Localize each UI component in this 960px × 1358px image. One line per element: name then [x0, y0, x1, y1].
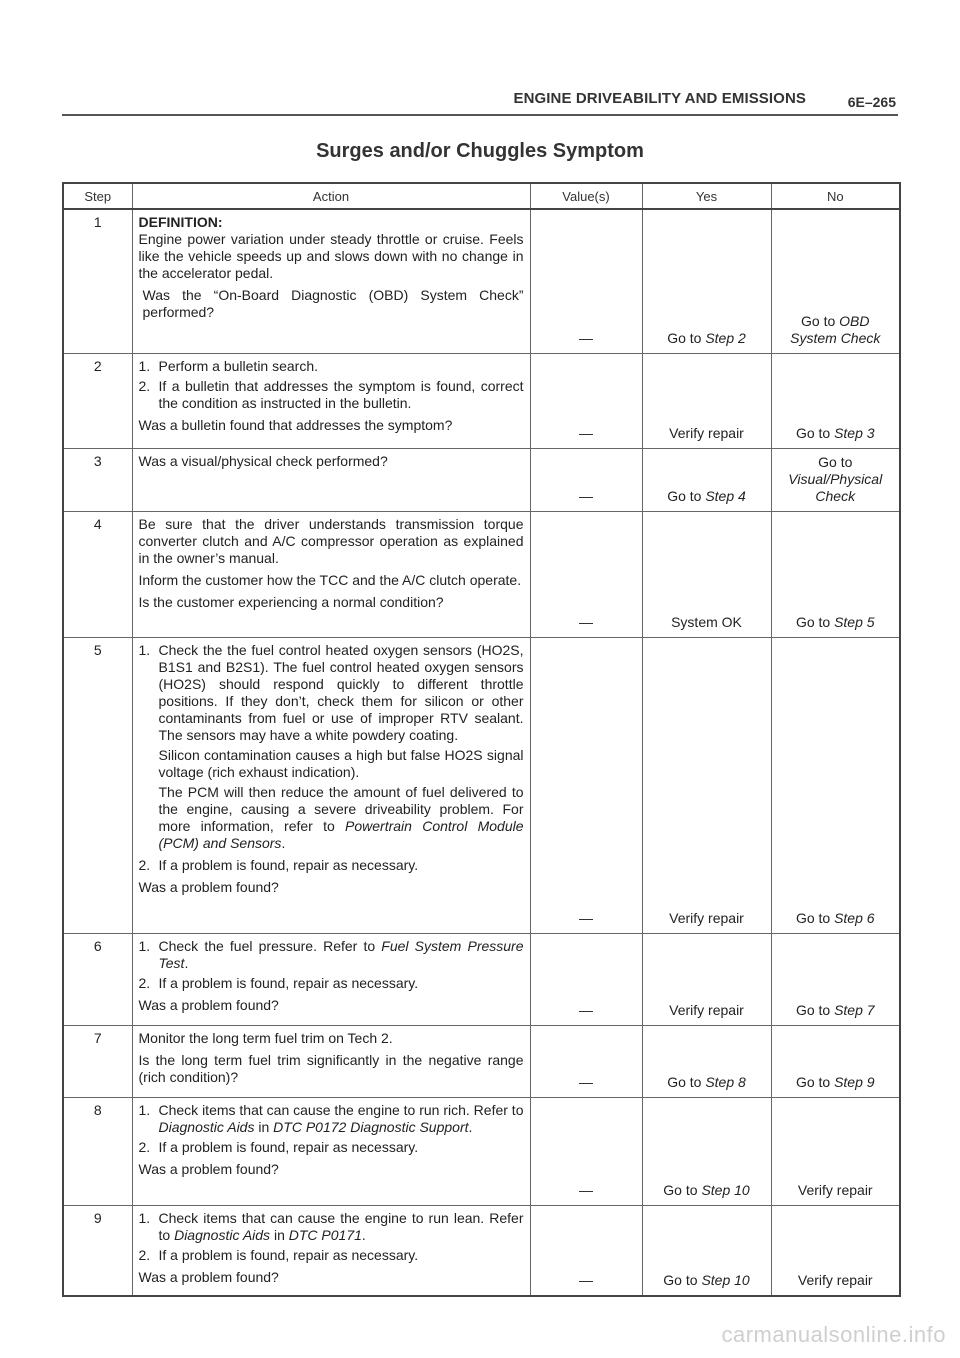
table-row	[63, 511, 900, 637]
page-header	[62, 86, 898, 116]
reference-link: DTC P0171	[288, 1226, 362, 1243]
step-link: Step 3	[834, 424, 875, 441]
step-link: Step 4	[705, 487, 746, 504]
question: Was a problem found?	[138, 878, 279, 895]
table-row	[63, 933, 900, 1025]
reference-link: Diagnostic Aids	[174, 1226, 271, 1243]
col-step: Step	[63, 183, 132, 209]
table-row	[63, 448, 900, 511]
definition-label: DEFINITION:	[138, 214, 223, 230]
yes-cell: Verify repair	[642, 637, 771, 933]
question: Was a bulletin found that addresses the symptom?	[138, 416, 453, 433]
table-row	[63, 1025, 900, 1097]
question: Is the long term fuel trim significantly in the negative range (rich condition)?	[138, 1051, 524, 1085]
col-no: No	[771, 183, 900, 209]
value-cell: —	[530, 353, 642, 448]
action-item: If a problem is found, repair as necessary.	[158, 1138, 419, 1155]
no-cell: Go to Step 5	[771, 511, 900, 637]
step-link: Step 10	[701, 1181, 750, 1198]
no-cell: Go to Step 6	[771, 637, 900, 933]
question: Was a problem found?	[138, 996, 279, 1013]
step-number: 1	[63, 209, 132, 353]
value-cell: —	[530, 933, 642, 1025]
reference-link: Diagnostic Aids	[158, 1118, 255, 1135]
page-title: Surges and/or Chuggles Symptom	[316, 140, 644, 162]
yes-cell: Go to Step 8	[642, 1025, 771, 1097]
action-item: Check items that can cause the engine to run rich. Refer to Diagnostic Aids in DTC P0172 Diagnostic Support.	[158, 1101, 524, 1135]
step-number: 7	[63, 1025, 132, 1097]
yes-cell: Go to Step 4	[642, 448, 771, 511]
watermark: carmanualsonline.info	[721, 1322, 946, 1347]
col-yes: Yes	[642, 183, 771, 209]
action-text: Inform the customer how the TCC and the A/C clutch operate.	[138, 571, 522, 588]
step-link: Step 6	[834, 909, 875, 926]
value-cell: —	[530, 1025, 642, 1097]
table-row	[63, 1205, 900, 1296]
value-cell: —	[530, 448, 642, 511]
action-cell: 1. Check items that can cause the engine to run rich. Refer to Diagnostic Aids in DTC P0172 Diagnostic Support. 2. If a problem is found, repair as necessary. Was a problem found?	[132, 1097, 530, 1205]
step-number: 3	[63, 448, 132, 511]
yes-cell: Verify repair	[642, 933, 771, 1025]
value-cell: —	[530, 1097, 642, 1205]
table-row	[63, 637, 900, 933]
value-cell: —	[530, 209, 642, 353]
question: Is the customer experiencing a normal condition?	[138, 593, 444, 610]
action-subnote: The PCM will then reduce the amount of fuel delivered to the engine, causing a severe driveability problem. For more information, refer to Powertrain Control Module (PCM) and Sensors.	[158, 783, 524, 851]
action-cell: 1. Perform a bulletin search. 2. If a bulletin that addresses the symptom is found, correct the condition as instructed in the bulletin. Was a bulletin found that addresses the symptom?	[132, 353, 530, 448]
action-item: Check the the fuel control heated oxygen sensors (HO2S, B1S1 and B2S1). The fuel control heated oxygen sensors (HO2S) should respond quickly to different throttle positions. If they don’t, check them for silicon or other contaminants from fuel or use of improper RTV sealant. The sensors may have a white powdery coating.	[158, 641, 524, 743]
no-cell: Verify repair	[771, 1097, 900, 1205]
reference-link: OBD System Check	[790, 312, 881, 346]
table-row	[63, 209, 900, 353]
no-cell: Go to Step 9	[771, 1025, 900, 1097]
action-item: If a bulletin that addresses the symptom is found, correct the condition as instructed in the bulletin.	[158, 377, 524, 411]
yes-cell: Go to Step 10	[642, 1097, 771, 1205]
no-cell: Go to Step 7	[771, 933, 900, 1025]
value-cell: —	[530, 637, 642, 933]
definition-text: Engine power variation under steady throttle or cruise. Feels like the vehicle speeds up and slows down with no change in the accelerator pedal.	[138, 231, 524, 281]
action-item: Perform a bulletin search.	[158, 357, 319, 374]
col-values: Value(s)	[530, 183, 642, 209]
action-cell	[132, 209, 530, 353]
step-number: 2	[63, 353, 132, 448]
reference-link: Visual/Physical Check	[788, 470, 883, 504]
yes-cell: Go to Step 10	[642, 1205, 771, 1296]
diagnostic-table	[62, 182, 901, 1297]
action-cell: 1. Check the fuel pressure. Refer to Fuel System Pressure Test. 2. If a problem is found, repair as necessary. Was a problem found?	[132, 933, 530, 1025]
action-text: Be sure that the driver understands transmission torque converter clutch and A/C compressor operation as explained in the owner’s manual.	[138, 515, 524, 566]
step-number: 9	[63, 1205, 132, 1296]
step-link: Step 7	[834, 1001, 875, 1018]
action-item: Check the fuel pressure. Refer to Fuel System Pressure Test.	[158, 937, 524, 971]
col-action: Action	[132, 183, 530, 209]
action-item: If a problem is found, repair as necessary.	[158, 974, 419, 991]
reference-link: Fuel System Pressure Test	[158, 937, 524, 971]
action-cell: 1. Check the the fuel control heated oxygen sensors (HO2S, B1S1 and B2S1). The fuel control heated oxygen sensors (HO2S) should respond quickly to different throttle positions. If they don’t, check them for silicon or other contaminants from fuel or use of improper RTV sealant. The sensors may have a white powdery coating. Silicon contamination causes a high but false HO2S signal voltage (rich exhaust indication). The PCM will then reduce the amount of fuel delivered to the engine, causing a severe driveability problem. For more information, refer to Powertrain Control Module (PCM) and Sensors. 2. If a problem is found, repair as necessary. Was a problem found?	[132, 637, 530, 933]
question: Was a problem found?	[138, 1268, 279, 1285]
step-number: 8	[63, 1097, 132, 1205]
yes-cell: Verify repair	[642, 353, 771, 448]
step-link: Step 8	[705, 1073, 746, 1090]
step-link: Step 10	[701, 1272, 750, 1288]
step-link: Step 5	[834, 613, 875, 630]
action-cell	[132, 448, 530, 511]
no-cell: Go to Visual/Physical Check	[771, 448, 900, 511]
section-title: ENGINE DRIVEABILITY AND EMISSIONS	[513, 90, 806, 107]
step-number: 4	[63, 511, 132, 637]
question: Was a problem found?	[138, 1160, 279, 1177]
page-number: 6E–265	[847, 94, 896, 110]
action-item: If a problem is found, repair as necessary.	[158, 1246, 419, 1263]
action-subnote: Silicon contamination causes a high but false HO2S signal voltage (rich exhaust indication).	[158, 746, 524, 780]
action-item: Check items that can cause the engine to run lean. Refer to Diagnostic Aids in DTC P0171.	[158, 1209, 524, 1243]
question: Was the “On-Board Diagnostic (OBD) System Check” performed?	[142, 287, 524, 320]
action-text: Monitor the long term fuel trim on Tech 2.	[138, 1029, 393, 1046]
yes-cell: System OK	[642, 511, 771, 637]
no-cell: Go to Step 3	[771, 353, 900, 448]
value-cell: —	[530, 511, 642, 637]
no-cell: Verify repair	[771, 1205, 900, 1296]
table-row	[63, 353, 900, 448]
action-cell	[132, 511, 530, 637]
action-cell: 1. Check items that can cause the engine to run lean. Refer to Diagnostic Aids in DTC P0171. 2. If a problem is found, repair as necessary. Was a problem found?	[132, 1205, 530, 1296]
reference-link: DTC P0172 Diagnostic Support	[273, 1118, 469, 1135]
no-cell: Go to OBD System Check	[771, 209, 900, 353]
action-item: If a problem is found, repair as necessary.	[158, 856, 419, 873]
action-cell	[132, 1025, 530, 1097]
table-row	[63, 1097, 900, 1205]
yes-cell: Go to Step 2	[642, 209, 771, 353]
step-number: 5	[63, 637, 132, 933]
step-link: Step 9	[834, 1073, 875, 1090]
question: Was a visual/physical check performed?	[138, 452, 388, 469]
table-header-row	[63, 183, 900, 209]
reference-link: Powertrain Control Module (PCM) and Sensors	[158, 817, 524, 851]
value-cell: —	[530, 1205, 642, 1296]
step-number: 6	[63, 933, 132, 1025]
step-link: Step 2	[705, 329, 746, 346]
